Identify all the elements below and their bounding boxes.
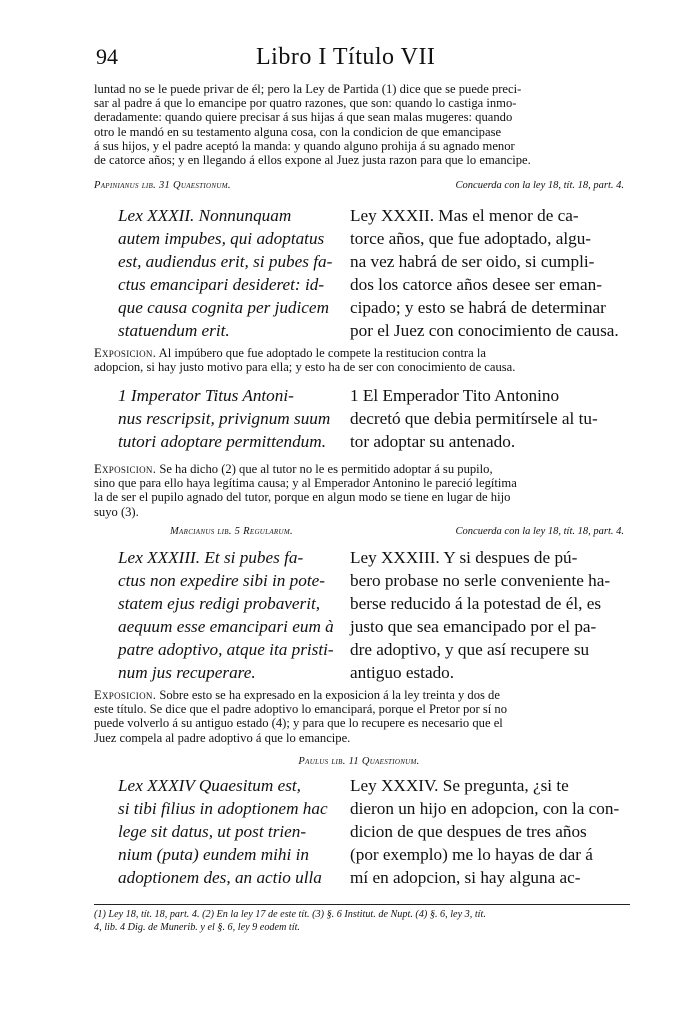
spanish-line: justo que sea emancipado por el pa- [350,617,597,636]
latin-line: Lex XXXIV Quaesitum est, [118,776,301,795]
latin-line: tutori adoptare permittendum. [118,432,326,451]
latin-line: nus rescripsit, privignum suum [118,409,331,428]
footnotes [94,908,630,934]
page-header [96,44,618,74]
spanish-line: dicion de que despues de tres años [350,822,587,841]
latin-source: Paulus lib. 11 Quaestionum. [298,756,420,767]
latin-line: Lex XXXII. Nonnunquam [118,206,292,225]
exposicion-text: Al impúbero que fue adoptado le compete la restitucion contra la [158,346,486,360]
latin-line: 1 Imperator Titus Antoni- [118,386,294,405]
exposicion-line [94,346,624,360]
latin-line: statuendum erit. [118,321,230,340]
spanish-line: por el Juez con conocimiento de causa. [350,321,619,340]
intro-paragraph [94,82,624,167]
spanish-line: dieron un hijo en adopcion, con la con- [350,799,620,818]
latin-line: nium (puta) eundem mihi in [118,845,309,864]
latin-line: que causa cognita per judicem [118,298,329,317]
text-line: sar al padre á que lo emancipe por quatro razones, que son: quando lo castiga inmo- [94,96,517,111]
latin-line: aequum esse emancipari eum à [118,617,334,636]
exposicion-1 [94,346,624,374]
spanish-line: dre adoptivo, y que así recupere su [350,640,590,659]
text-line: á sus hijos, y el padre aceptó la manda: y quando alguno prohija á su agnado menor [94,138,515,153]
concordance-note: Concuerda con la ley 18, tít. 18, part. 4. [455,526,624,537]
ley-33-spanish [350,546,626,684]
footnote-line: (1) Ley 18, tít. 18, part. 4. (2) En la ley 17 de este tít. (3) §. 6 Institut. de Nupt. (4) §. 6, ley 3, tít. [94,909,486,920]
spanish-line: Ley XXXIII. Y si despues de pú- [350,548,578,567]
lex-34-latin [118,774,348,889]
lex-33-latin [118,546,348,684]
spanish-line: (por exemplo) me lo hayas de dar á [350,845,593,864]
spanish-line: berse reducido á la potestad de él, es [350,594,602,613]
footnote-line: 4, lib. 4 Dig. de Munerib. y el §. 6, ley 9 eodem tít. [94,922,300,933]
spanish-line: tor adoptar su antenado. [350,432,516,451]
spanish-line: na vez habrá de ser oido, si cumpli- [350,252,595,271]
exposicion-label: Exposicion. [94,346,157,360]
exposicion-label: Exposicion. [94,688,157,702]
ley-34-spanish [350,774,626,889]
text-line: otro le mandó en su testamento alguna cosa, con la condicion de que emancipase [94,124,502,139]
page-number: 94 [96,44,118,69]
latin-line: adoptionem des, an actio ulla [118,868,322,887]
spanish-line: Ley XXXII. Mas el menor de ca- [350,206,579,225]
latin-source: Papinianus lib. 31 Quaestionum. [94,180,231,191]
spanish-line: Ley XXXIV. Se pregunta, ¿si te [350,776,569,795]
exposicion-line [94,688,624,702]
spanish-line: mí en adopcion, si hay alguna ac- [350,868,581,887]
exposicion-line: la de ser el pupilo agnado del tutor, porque en algun modo se tiene en lugar de hijo [94,490,511,505]
concordance-note: Concuerda con la ley 18, tít. 18, part. 4. [455,180,624,191]
section-1-spanish [350,384,626,453]
footnote-divider [94,904,630,905]
exposicion-3 [94,688,624,745]
latin-line: est, audiendus erit, si pubes fa- [118,252,333,271]
spanish-line: 1 El Emperador Tito Antonino [350,386,560,405]
latin-line: patre adoptivo, atque ita pristi- [118,640,334,659]
spanish-line: dos los catorce años desee ser eman- [350,275,602,294]
latin-line: autem impubes, qui adoptatus [118,229,325,248]
text-line: de catorce años; y en llegando á ellos expone al Juez justa razon para que lo emancipe. [94,153,531,168]
spanish-line: antiguo estado. [350,663,455,682]
exposicion-text: Sobre esto se ha expresado en la exposicion á la ley treinta y dos de [159,688,500,702]
latin-line: lege sit datus, ut post trien- [118,822,307,841]
text-line: deradamente: quando quiere precisar á sus hijas á que sean malas mugeres: quando [94,110,513,125]
exposicion-line: suyo (3). [94,504,139,519]
exposicion-line [94,462,624,476]
exposicion-line: sino que para ello haya legítima causa; y al Emperador Antonino le pareció legítima [94,476,517,491]
latin-source: Marcianus lib. 5 Regularum. [170,526,293,537]
latin-line: Lex XXXIII. Et si pubes fa- [118,548,304,567]
exposicion-line: adopcion, si hay justo motivo para ella; y esto ha de ser con conocimiento de causa. [94,360,516,375]
latin-line: statem ejus redigi probaverit, [118,594,321,613]
section-1-latin [118,384,348,453]
exposicion-line: Juez compela al padre adoptivo á que lo emancipe. [94,730,351,745]
lex-32-latin [118,204,348,342]
exposicion-line: puede volverlo á su antiguo estado (4); y para que lo recupere es necesario que el [94,716,503,731]
spanish-line: decretó que debia permitírsele al tu- [350,409,598,428]
latin-line: ctus non expedire sibi in pote- [118,571,325,590]
exposicion-2 [94,462,624,519]
exposicion-line: este título. Se dice que el padre adoptivo lo emancipará, porque el Pretor por sí no [94,702,508,717]
spanish-line: torce años, que fue adoptado, algu- [350,229,592,248]
exposicion-label: Exposicion. [94,462,157,476]
spanish-line: cipado; y esto se habrá de determinar [350,298,606,317]
ley-32-spanish [350,204,626,342]
running-title: Libro I Título VII [256,44,436,70]
latin-line: ctus emancipari desideret: id- [118,275,325,294]
latin-line: si tibi filius in adoptionem hac [118,799,328,818]
text-line: luntad no se le puede privar de él; pero la Ley de Partida (1) dice que se puede preci- [94,82,522,96]
spanish-line: bero probase no serle conveniente ha- [350,571,611,590]
latin-line: num jus recuperare. [118,663,256,682]
exposicion-text: Se ha dicho (2) que al tutor no le es permitido adoptar á su pupilo, [159,462,493,476]
